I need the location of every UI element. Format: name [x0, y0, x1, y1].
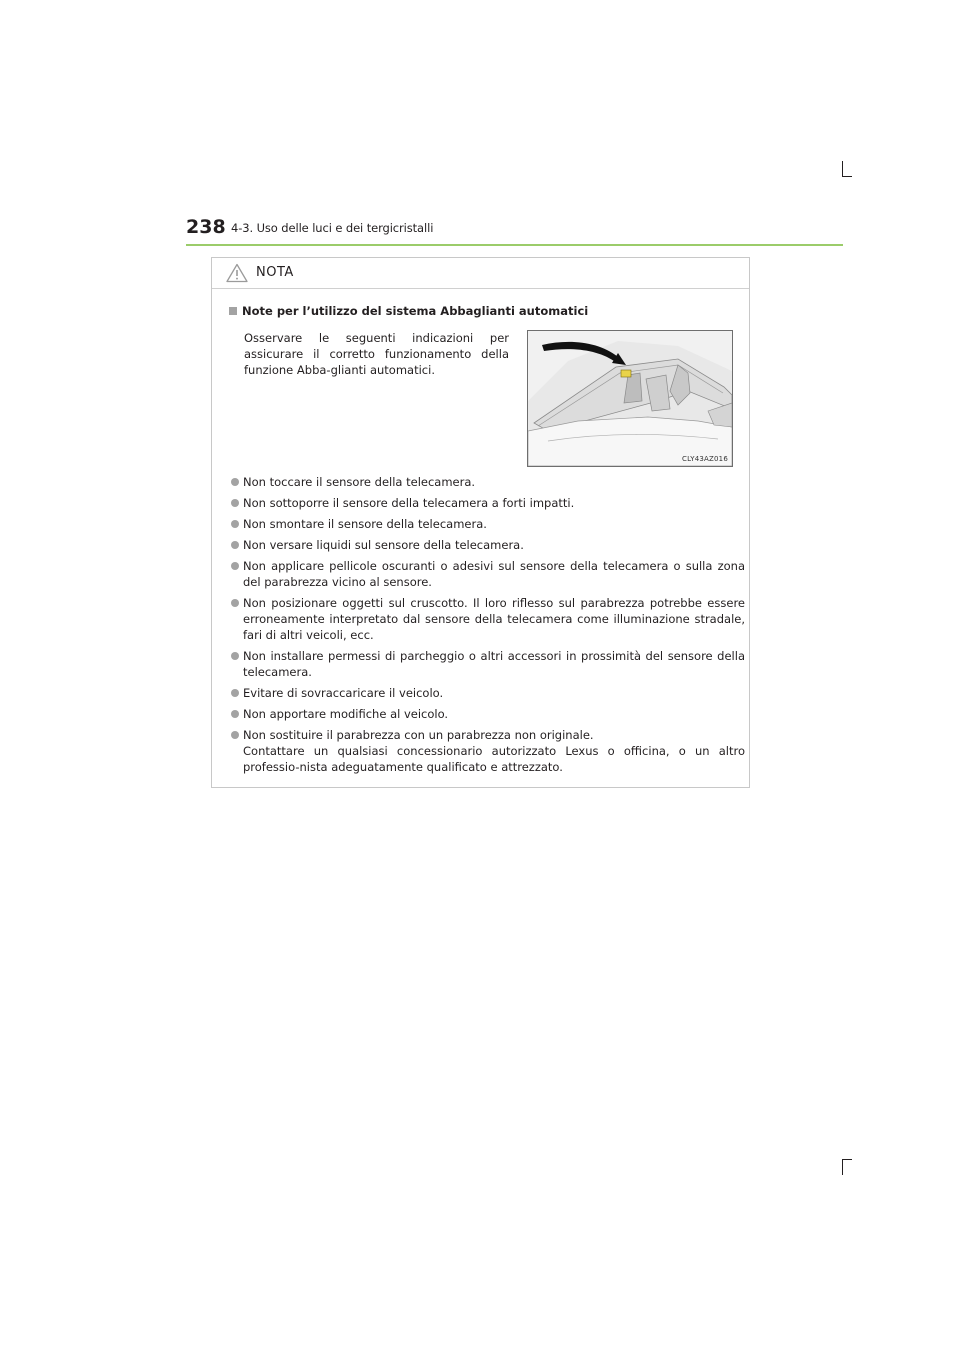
bullet-dot-icon: [231, 520, 239, 528]
subheading-text: Note per l’utilizzo del sistema Abbaglianti automatici: [242, 304, 589, 318]
list-item: Non sostituire il parabrezza con un parabrezza non originale. Contattare un qualsiasi concessionario autorizzato Lexus o officina, o un altro professio-nista adeguatamente qualificato e attrezzato.: [230, 727, 745, 775]
figure-code: CLY43AZ016: [682, 455, 728, 463]
bullet-list: [230, 474, 745, 780]
square-bullet-icon: [229, 307, 237, 315]
bullet-dot-icon: [231, 499, 239, 507]
crop-mark: [842, 1159, 852, 1160]
bullet-dot-icon: [231, 478, 239, 486]
list-item: Non installare permessi di parcheggio o altri accessori in prossimità del sensore della telecamera.: [230, 648, 745, 680]
list-item: Evitare di sovraccaricare il veicolo.: [230, 685, 745, 701]
list-item: Non posizionare oggetti sul cruscotto. Il loro riflesso sul parabrezza potrebbe essere erroneamente interpretato dal sensore della telecamera come illuminazione stradale, fari di altri veicoli, ecc.: [230, 595, 745, 643]
bullet-dot-icon: [231, 652, 239, 660]
section-title: 4-3. Uso delle luci e dei tergicristalli: [231, 221, 434, 235]
crop-mark: [842, 161, 843, 177]
bullet-dot-icon: [231, 689, 239, 697]
crop-mark: [842, 1159, 843, 1175]
bullet-dot-icon: [231, 710, 239, 718]
bullet-dot-icon: [231, 599, 239, 607]
list-item: Non applicare pellicole oscuranti o adesivi sul sensore della telecamera o sulla zona del parabrezza vicino al sensore.: [230, 558, 745, 590]
warning-triangle-icon: [226, 263, 248, 283]
intro-text: Osservare le seguenti indicazioni per assicurare il corretto funzionamento della funzione Abba-glianti automatici.: [244, 331, 509, 377]
list-item: Non versare liquidi sul sensore della telecamera.: [230, 537, 745, 553]
list-item: Non sottoporre il sensore della telecamera a forti impatti.: [230, 495, 745, 511]
nota-box: [211, 257, 750, 788]
subheading: [229, 303, 588, 319]
car-interior-drawing: [528, 331, 732, 466]
header-rule: [186, 244, 843, 246]
bullet-dot-icon: [231, 541, 239, 549]
list-item: Non apportare modifiche al veicolo.: [230, 706, 745, 722]
list-item: Non smontare il sensore della telecamera.: [230, 516, 745, 532]
bullet-dot-icon: [231, 731, 239, 739]
nota-header: [212, 258, 749, 289]
nota-label: NOTA: [256, 265, 294, 280]
page-number: 238: [186, 216, 226, 238]
crop-mark: [842, 176, 852, 177]
page-header: [186, 216, 843, 246]
windshield-camera-illustration: [527, 330, 733, 467]
bullet-dot-icon: [231, 562, 239, 570]
list-item: Non toccare il sensore della telecamera.: [230, 474, 745, 490]
